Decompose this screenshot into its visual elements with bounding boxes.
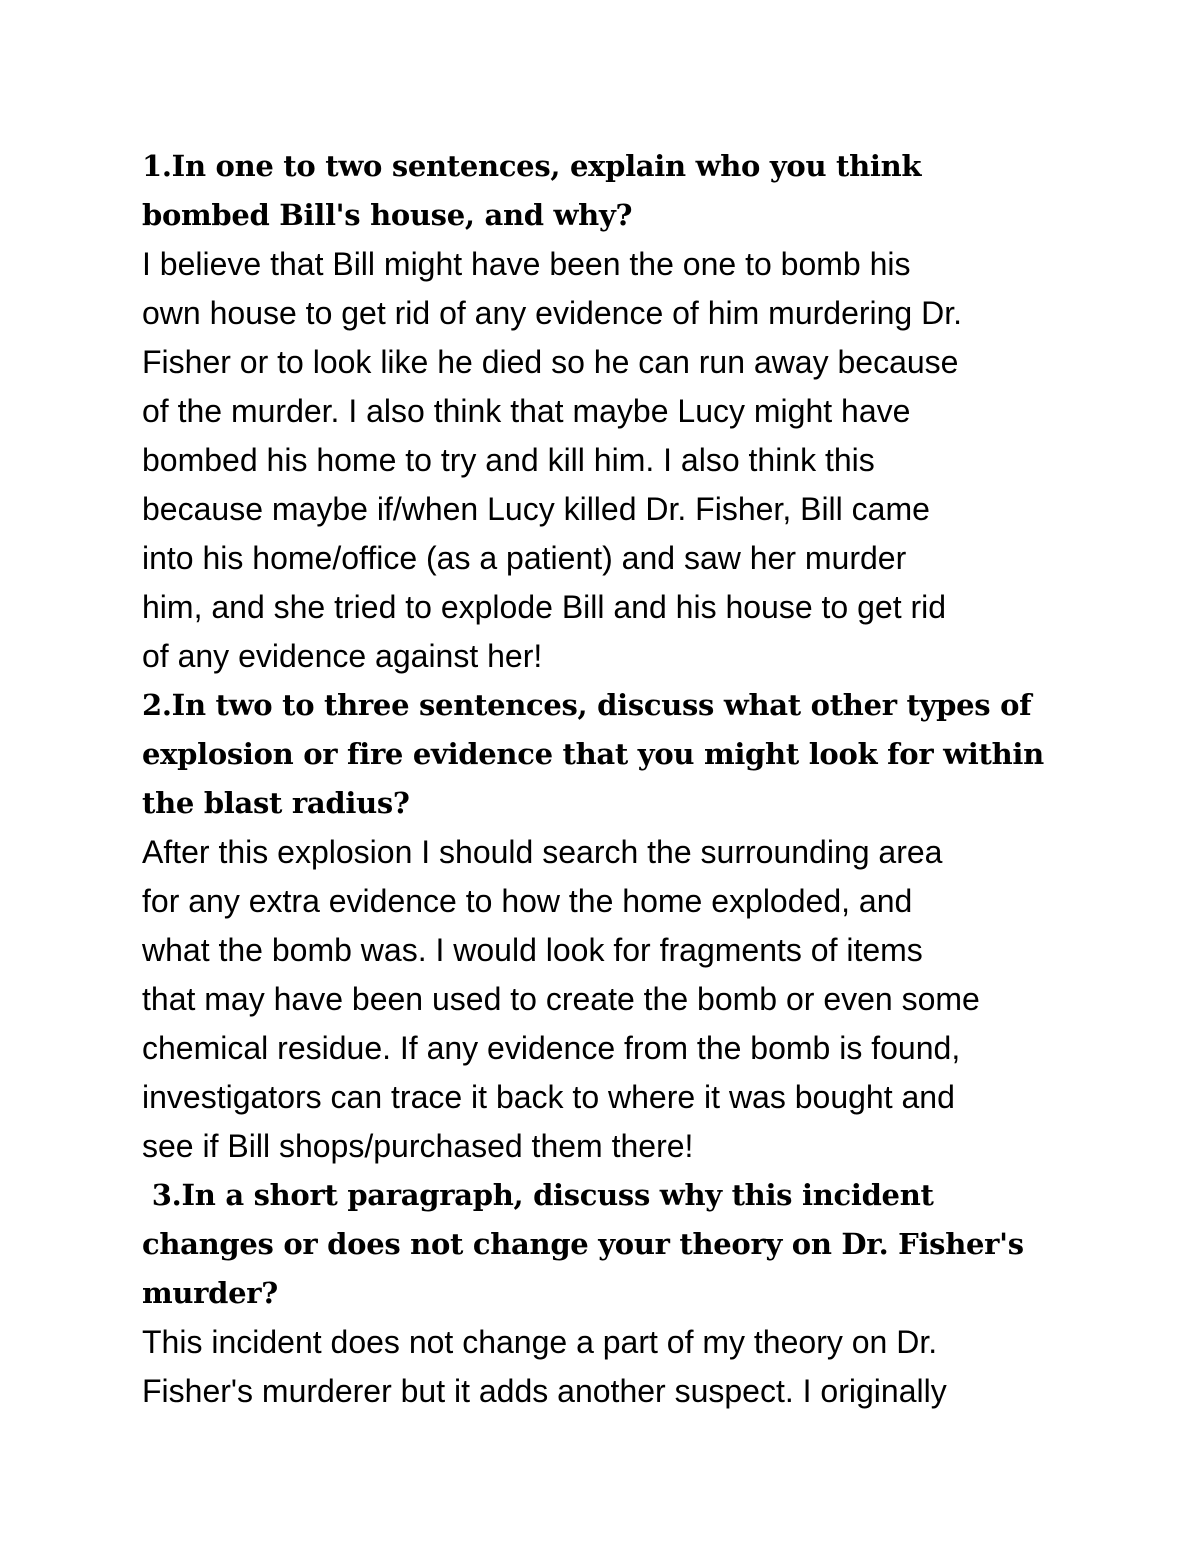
answer-line: Fisher or to look like he died so he can run away because: [142, 344, 959, 380]
answer-line: of the murder. I also think that maybe Lucy might have: [142, 393, 911, 429]
answer-1: [142, 240, 1077, 681]
answer-line: because maybe if/when Lucy killed Dr. Fisher, Bill came: [142, 491, 930, 527]
answer-line: After this explosion I should search the surrounding area: [142, 834, 943, 870]
answer-line: that may have been used to create the bomb or even some: [142, 981, 980, 1017]
question-line: bombed Bill's house, and why?: [142, 198, 633, 232]
question-2: [142, 681, 1077, 828]
question-3: [142, 1171, 1077, 1318]
answer-line: him, and she tried to explode Bill and his house to get rid: [142, 589, 947, 625]
answer-line: for any extra evidence to how the home exploded, and: [142, 883, 913, 919]
question-line: changes or does not change your theory on Dr. Fisher's: [142, 1227, 1024, 1261]
question-section-1: [142, 142, 1077, 681]
question-section-3: [142, 1171, 1077, 1416]
answer-line: own house to get rid of any evidence of him murdering Dr.: [142, 295, 962, 331]
answer-line: what the bomb was. I would look for fragments of items: [142, 932, 923, 968]
answer-line: into his home/office (as a patient) and saw her murder: [142, 540, 907, 576]
answer-3: [142, 1318, 1077, 1416]
answer-2: [142, 828, 1077, 1171]
question-line: 2.In two to three sentences, discuss what other types of: [142, 688, 1032, 722]
question-line: the blast radius?: [142, 786, 410, 820]
document-page: [142, 142, 1077, 1416]
question-line: murder?: [142, 1276, 278, 1310]
question-1: [142, 142, 1077, 240]
answer-line: bombed his home to try and kill him. I also think this: [142, 442, 875, 478]
answer-line: of any evidence against her!: [142, 638, 543, 674]
answer-line: investigators can trace it back to where it was bought and: [142, 1079, 955, 1115]
question-section-2: [142, 681, 1077, 1171]
answer-line: I believe that Bill might have been the one to bomb his: [142, 246, 911, 282]
answer-line: chemical residue. If any evidence from the bomb is found,: [142, 1030, 961, 1066]
answer-line: This incident does not change a part of my theory on Dr.: [142, 1324, 938, 1360]
answer-line: see if Bill shops/purchased them there!: [142, 1128, 694, 1164]
question-line: 3.In a short paragraph, discuss why this incident: [142, 1178, 934, 1212]
question-line: explosion or fire evidence that you might look for within: [142, 737, 1044, 771]
answer-line: Fisher's murderer but it adds another suspect. I originally: [142, 1373, 947, 1409]
question-line: 1.In one to two sentences, explain who you think: [142, 149, 922, 183]
